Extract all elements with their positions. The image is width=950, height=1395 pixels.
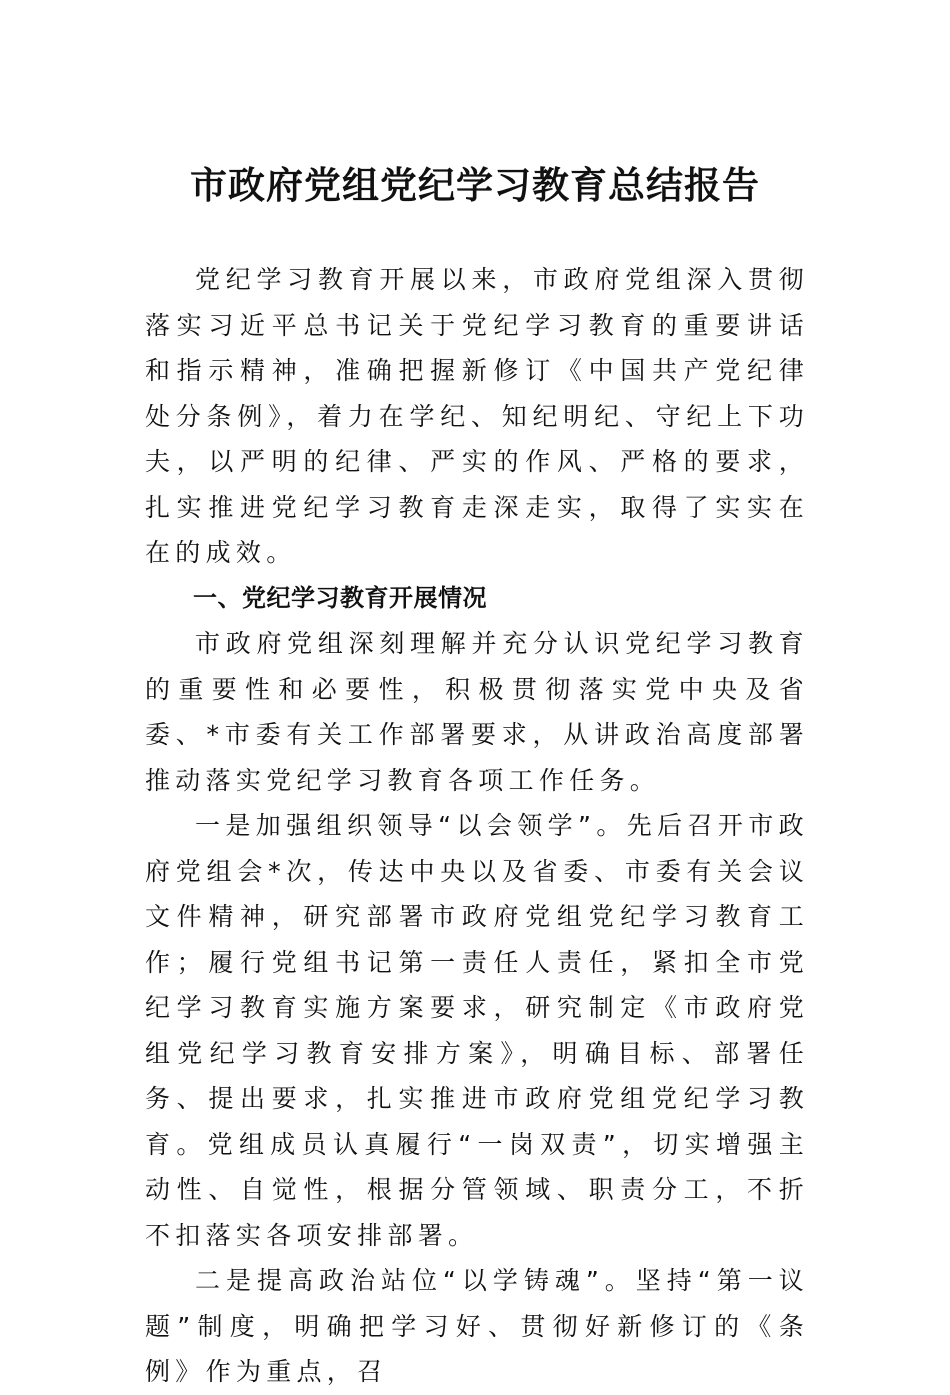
intro-paragraph: 党纪学习教育开展以来，市政府党组深入贯彻落实习近平总书记关于党纪学习教育的重要讲话和指示精神，准确把握新修订《中国共产党纪律处分条例》，着力在学纪、知纪明纪、守纪上下功夫，以严明的纪律、严实的作风、严格的要求，扎实推进党纪学习教育走深走实，取得了实实在在的成效。 [145,265,809,567]
document-body [145,257,809,1395]
section-paragraph-political-stance: 二是提高政治站位“以学铸魂”。坚持“第一议题”制度，明确把学习好、贯彻好新修订的《条例》作为重点，召 [145,1266,809,1386]
document-title: 市政府党组党纪学习教育总结报告 [190,163,760,207]
section-paragraph-overview: 市政府党组深刻理解并充分认识党纪学习教育的重要性和必要性，积极贯彻落实党中央及省委、*市委有关工作部署要求，从讲政治高度部署推动落实党纪学习教育各项工作任务。 [145,629,809,795]
section-heading: 一、党纪学习教育开展情况 [193,583,487,612]
section-paragraph-leadership: 一是加强组织领导“以会领学”。先后召开市政府党组会*次，传达中央以及省委、市委有关会议文件精神，研究部署市政府党组党纪学习教育工作；履行党组书记第一责任人责任，紧扣全市党纪学习教育实施方案要求，研究制定《市政府党组党纪学习教育安排方案》，明确目标、部署任务、提出要求，扎实推进市政府党组党纪学习教育。党组成员认真履行“一岗双责”，切实增强主动性、自觉性，根据分管领域、职责分工，不折不扣落实各项安排部署。 [145,811,809,1250]
